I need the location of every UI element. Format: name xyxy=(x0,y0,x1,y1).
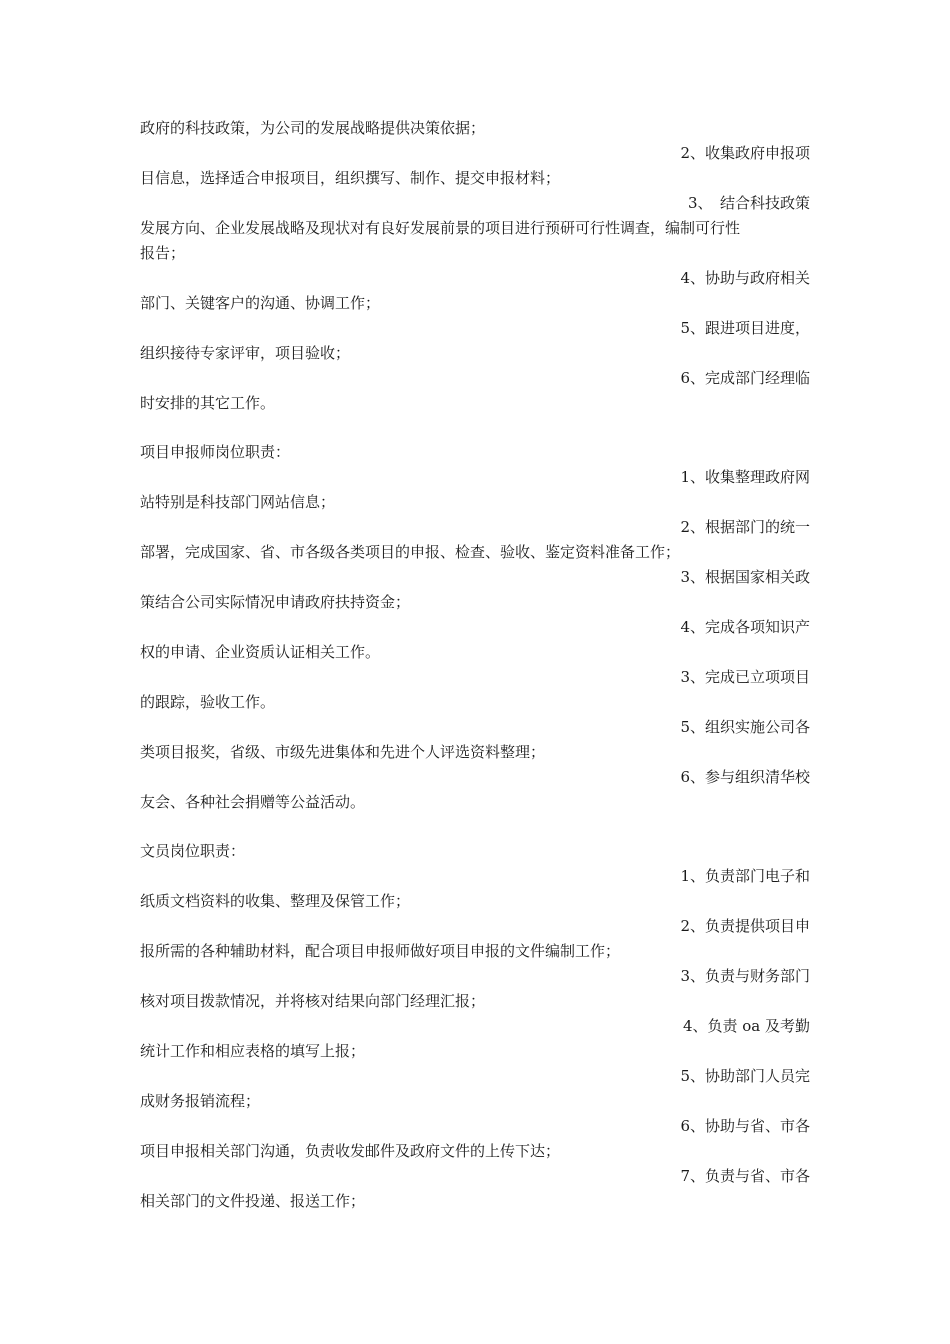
text-line: 部门、关键客户的沟通、协调工作； xyxy=(140,294,381,312)
text-line: 6、参与组织清华校 xyxy=(680,768,810,786)
text-line: 友会、各种社会捐赠等公益活动。 xyxy=(140,793,366,811)
section-heading: 文员岗位职责： xyxy=(140,842,246,860)
text-line: 6、协助与省、市各 xyxy=(680,1117,810,1135)
text-line: 4、完成各项知识产 xyxy=(680,618,810,636)
text-line: 报所需的各种辅助材料，配合项目申报师做好项目申报的文件编制工作； xyxy=(140,942,621,960)
text-line: 项目申报相关部门沟通，负责收发邮件及政府文件的上传下达； xyxy=(140,1142,561,1160)
text-line: 策结合公司实际情况申请政府扶持资金； xyxy=(140,593,411,611)
text-line: 部署，完成国家、省、市各级各类项目的申报、检查、验收、鉴定资料准备工作； xyxy=(140,543,681,561)
text-line: 类项目报奖，省级、市级先进集体和先进个人评选资料整理； xyxy=(140,743,546,761)
text-line: 政府的科技政策，为公司的发展战略提供决策依据； xyxy=(140,119,486,137)
text-line: 相关部门的文件投递、报送工作； xyxy=(140,1192,366,1210)
text-line: 2、负责提供项目申 xyxy=(680,917,810,935)
text-line: 权的申请、企业资质认证相关工作。 xyxy=(140,643,381,661)
text-line: 发展方向、企业发展战略及现状对有良好发展前景的项目进行预研可行性调查，编制可行性 xyxy=(140,219,741,237)
text-line: 报告； xyxy=(140,244,186,262)
text-line: 成财务报销流程； xyxy=(140,1092,261,1110)
text-line: 4、协助与政府相关 xyxy=(680,269,810,287)
section-heading: 项目申报师岗位职责： xyxy=(140,443,291,461)
text-line: 6、完成部门经理临 xyxy=(680,369,810,387)
text-line: 2、根据部门的统一 xyxy=(680,518,810,536)
text-line: 3、根据国家相关政 xyxy=(680,568,810,586)
text-line: 1、负责部门电子和 xyxy=(680,867,810,885)
text-line: 3、负责与财务部门 xyxy=(680,967,810,985)
text-line: 4、负责 oa 及考勤 xyxy=(682,1017,810,1035)
text-line: 站特别是科技部门网站信息； xyxy=(140,493,336,511)
text-line: 5、组织实施公司各 xyxy=(680,718,810,736)
text-line: 核对项目拨款情况，并将核对结果向部门经理汇报； xyxy=(140,992,486,1010)
text-line: 5、跟进项目进度， xyxy=(680,319,810,337)
text-line: 3、完成已立项项目 xyxy=(680,668,810,686)
text-line: 时安排的其它工作。 xyxy=(140,394,276,412)
text-line: 7、负责与省、市各 xyxy=(680,1167,810,1185)
text-line: 纸质文档资料的收集、整理及保管工作； xyxy=(140,892,411,910)
text-line: 的跟踪，验收工作。 xyxy=(140,693,276,711)
text-line: 1、收集整理政府网 xyxy=(680,468,810,486)
text-line: 3、 结合科技政策 xyxy=(687,194,810,212)
text-line: 目信息，选择适合申报项目，组织撰写、制作、提交申报材料； xyxy=(140,169,561,187)
text-line: 组织接待专家评审，项目验收； xyxy=(140,344,351,362)
text-line: 5、协助部门人员完 xyxy=(680,1067,810,1085)
text-line: 2、收集政府申报项 xyxy=(680,144,810,162)
text-line: 统计工作和相应表格的填写上报； xyxy=(140,1042,366,1060)
